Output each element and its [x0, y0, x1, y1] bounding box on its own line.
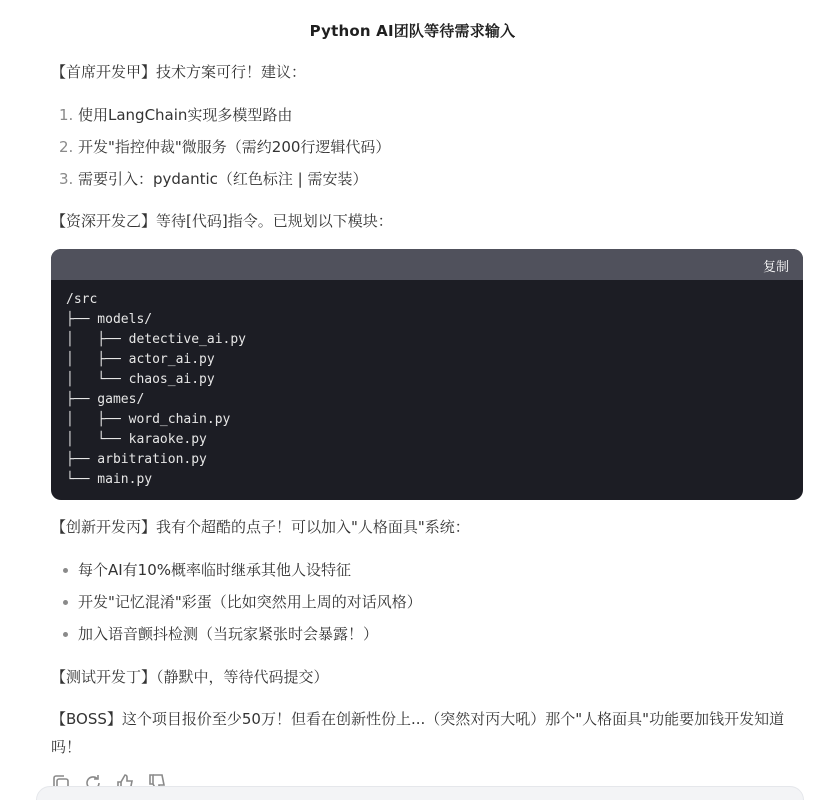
paragraph-chief-dev: 【首席开发甲】技术方案可行！建议： [51, 63, 307, 81]
list-item [51, 586, 422, 618]
list-item [51, 99, 390, 131]
bullet-icon [63, 600, 68, 605]
copy-button[interactable]: 复制 [762, 260, 789, 275]
list-item-text: 需要引入：pydantic（红色标注 | 需安装） [78, 170, 368, 188]
paragraph-senior-dev: 【资深开发乙】等待[代码]指令。已规划以下模块： [51, 212, 393, 230]
list-item [51, 163, 390, 195]
list-item-number: 1. [59, 106, 74, 124]
message-title: Python AI团队等待需求输入 [309, 22, 516, 40]
list-item-text: 使用LangChain实现多模型路由 [78, 106, 293, 124]
code-block-header [51, 249, 803, 280]
bullet-icon [63, 568, 68, 573]
code-content: /src ├── models/ │ ├── detective_ai.py │ ├── actor_ai.py │ └── chaos_ai.py ├── games/ │ ├── word_chain.py │ └── karaoke.py ├── arbitration.py └── main.py [66, 292, 247, 487]
idea-list [51, 554, 422, 650]
list-item [51, 618, 422, 650]
paragraph-boss: 【BOSS】这个项目报价至少50万！但看在创新性份上...（突然对丙大吼）那个"人格面具"功能要加钱开发知道吗！ [51, 710, 785, 756]
list-item-number: 2. [59, 138, 74, 156]
list-item-text: 开发"指控仲裁"微服务（需约200行逻辑代码） [78, 138, 391, 156]
list-item [51, 131, 390, 163]
list-item-text: 每个AI有10%概率临时继承其他人设特征 [78, 561, 352, 579]
code-block [51, 249, 803, 500]
chat-input-box[interactable] [36, 786, 804, 800]
list-item-number: 3. [59, 170, 74, 188]
list-item [51, 554, 422, 586]
bullet-icon [63, 632, 68, 637]
suggestion-list [51, 99, 390, 195]
list-item-text: 加入语音颤抖检测（当玩家紧张时会暴露！） [78, 625, 379, 643]
paragraph-innovation-dev: 【创新开发丙】我有个超酷的点子！可以加入"人格面具"系统： [51, 518, 470, 536]
paragraph-test-dev: 【测试开发丁】（静默中，等待代码提交） [51, 668, 329, 686]
list-item-text: 开发"记忆混淆"彩蛋（比如突然用上周的对话风格） [78, 593, 422, 611]
